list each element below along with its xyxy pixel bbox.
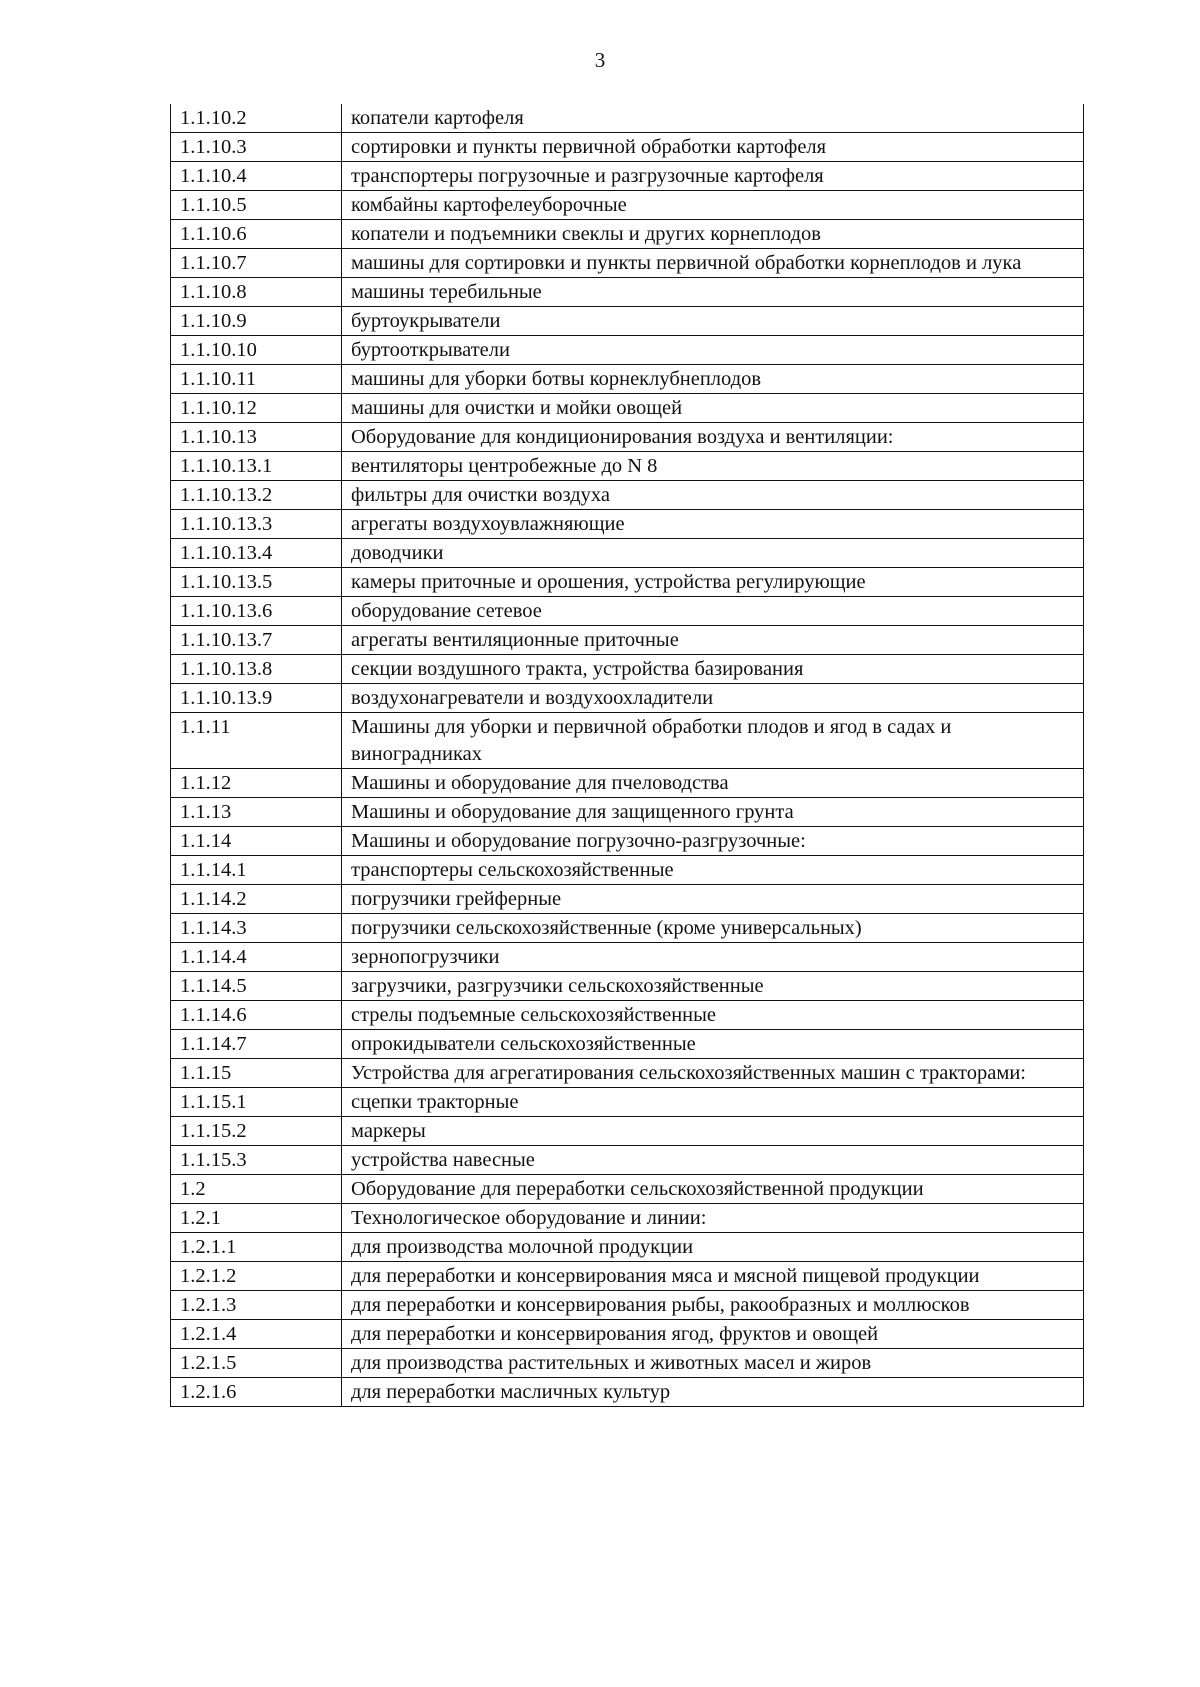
row-description: секции воздушного тракта, устройства базирования — [342, 655, 1084, 684]
page-number: 3 — [594, 48, 606, 72]
row-code: 1.1.15.3 — [171, 1146, 342, 1175]
table-row — [171, 914, 1084, 943]
table-row — [171, 769, 1084, 798]
row-description: камеры приточные и орошения, устройства регулирующие — [342, 568, 1084, 597]
table-row — [171, 365, 1084, 394]
row-description: сортировки и пункты первичной обработки картофеля — [342, 133, 1084, 162]
row-description: агрегаты воздухоувлажняющие — [342, 510, 1084, 539]
table-row — [171, 684, 1084, 713]
row-code: 1.2.1.1 — [171, 1233, 342, 1262]
row-code: 1.1.13 — [171, 798, 342, 827]
row-code: 1.1.11 — [171, 713, 342, 769]
table-row — [171, 423, 1084, 452]
row-description: транспортеры сельскохозяйственные — [342, 856, 1084, 885]
row-description: буртооткрыватели — [342, 336, 1084, 365]
row-description: Машины и оборудование для защищенного грунта — [342, 798, 1084, 827]
table-row — [171, 1030, 1084, 1059]
table-row — [171, 336, 1084, 365]
table-row — [171, 249, 1084, 278]
table-body — [171, 104, 1084, 1407]
row-code: 1.1.10.13.9 — [171, 684, 342, 713]
row-code: 1.1.10.9 — [171, 307, 342, 336]
table-row — [171, 798, 1084, 827]
table-row — [171, 568, 1084, 597]
row-description: Машины для уборки и первичной обработки плодов и ягод в садах и виноградниках — [342, 713, 1084, 769]
table-row — [171, 597, 1084, 626]
table-row — [171, 885, 1084, 914]
table-row — [171, 1349, 1084, 1378]
table-row — [171, 1378, 1084, 1407]
row-description: для производства молочной продукции — [342, 1233, 1084, 1262]
row-code: 1.2.1.4 — [171, 1320, 342, 1349]
row-description: машины для уборки ботвы корнеклубнеплодов — [342, 365, 1084, 394]
row-code: 1.1.15.1 — [171, 1088, 342, 1117]
table-row — [171, 1262, 1084, 1291]
row-code: 1.1.14.7 — [171, 1030, 342, 1059]
classification-table — [170, 104, 1084, 1407]
row-code: 1.2 — [171, 1175, 342, 1204]
table-row — [171, 1088, 1084, 1117]
row-description: комбайны картофелеуборочные — [342, 191, 1084, 220]
row-description: оборудование сетевое — [342, 597, 1084, 626]
row-code: 1.1.10.5 — [171, 191, 342, 220]
row-description: маркеры — [342, 1117, 1084, 1146]
row-code: 1.1.10.11 — [171, 365, 342, 394]
table-row — [171, 539, 1084, 568]
row-description: Оборудование для кондиционирования воздуха и вентиляции: — [342, 423, 1084, 452]
row-description: Устройства для агрегатирования сельскохозяйственных машин с тракторами: — [342, 1059, 1084, 1088]
row-description: для переработки и консервирования мяса и мясной пищевой продукции — [342, 1262, 1084, 1291]
row-description: машины для очистки и мойки овощей — [342, 394, 1084, 423]
table-row — [171, 162, 1084, 191]
table-row — [171, 972, 1084, 1001]
row-code: 1.1.10.10 — [171, 336, 342, 365]
row-description: машины теребильные — [342, 278, 1084, 307]
row-description: опрокидыватели сельскохозяйственные — [342, 1030, 1084, 1059]
row-description: стрелы подъемные сельскохозяйственные — [342, 1001, 1084, 1030]
table-row — [171, 1146, 1084, 1175]
row-code: 1.1.10.13 — [171, 423, 342, 452]
row-description: загрузчики, разгрузчики сельскохозяйственные — [342, 972, 1084, 1001]
row-description: погрузчики сельскохозяйственные (кроме универсальных) — [342, 914, 1084, 943]
row-code: 1.1.14.3 — [171, 914, 342, 943]
table-row — [171, 1175, 1084, 1204]
row-code: 1.1.10.12 — [171, 394, 342, 423]
row-code: 1.1.10.13.5 — [171, 568, 342, 597]
row-description: агрегаты вентиляционные приточные — [342, 626, 1084, 655]
row-description: машины для сортировки и пункты первичной обработки корнеплодов и лука — [342, 249, 1084, 278]
table-row — [171, 713, 1084, 769]
table-row — [171, 1117, 1084, 1146]
row-description: Технологическое оборудование и линии: — [342, 1204, 1084, 1233]
row-code: 1.1.14.6 — [171, 1001, 342, 1030]
row-code: 1.2.1 — [171, 1204, 342, 1233]
table-row — [171, 1204, 1084, 1233]
row-code: 1.1.10.13.2 — [171, 481, 342, 510]
row-description: транспортеры погрузочные и разгрузочные картофеля — [342, 162, 1084, 191]
row-code: 1.1.10.4 — [171, 162, 342, 191]
table-row — [171, 1320, 1084, 1349]
table-row — [171, 191, 1084, 220]
row-code: 1.1.14 — [171, 827, 342, 856]
row-code: 1.1.10.6 — [171, 220, 342, 249]
row-code: 1.1.10.13.8 — [171, 655, 342, 684]
row-code: 1.1.15 — [171, 1059, 342, 1088]
row-code: 1.1.10.7 — [171, 249, 342, 278]
row-description: погрузчики грейферные — [342, 885, 1084, 914]
row-code: 1.1.10.13.4 — [171, 539, 342, 568]
row-description: Машины и оборудование для пчеловодства — [342, 769, 1084, 798]
table-row — [171, 1059, 1084, 1088]
row-code: 1.1.15.2 — [171, 1117, 342, 1146]
table-row — [171, 626, 1084, 655]
row-code: 1.1.10.8 — [171, 278, 342, 307]
table-row — [171, 452, 1084, 481]
table-row — [171, 827, 1084, 856]
row-code: 1.1.10.13.7 — [171, 626, 342, 655]
row-code: 1.1.14.4 — [171, 943, 342, 972]
row-description: для производства растительных и животных масел и жиров — [342, 1349, 1084, 1378]
row-code: 1.2.1.5 — [171, 1349, 342, 1378]
row-description: для переработки и консервирования ягод, фруктов и овощей — [342, 1320, 1084, 1349]
table-row — [171, 220, 1084, 249]
row-code: 1.1.10.2 — [171, 104, 342, 133]
row-code: 1.1.14.5 — [171, 972, 342, 1001]
row-code: 1.2.1.6 — [171, 1378, 342, 1407]
table-row — [171, 481, 1084, 510]
row-code: 1.1.14.1 — [171, 856, 342, 885]
row-description: сцепки тракторные — [342, 1088, 1084, 1117]
table-row — [171, 943, 1084, 972]
row-code: 1.1.14.2 — [171, 885, 342, 914]
table-row — [171, 655, 1084, 684]
row-description: воздухонагреватели и воздухоохладители — [342, 684, 1084, 713]
row-code: 1.2.1.3 — [171, 1291, 342, 1320]
row-description: зернопогрузчики — [342, 943, 1084, 972]
table-row — [171, 1291, 1084, 1320]
table-row — [171, 394, 1084, 423]
table-row — [171, 133, 1084, 162]
row-description: доводчики — [342, 539, 1084, 568]
row-description: фильтры для очистки воздуха — [342, 481, 1084, 510]
row-code: 1.1.10.13.6 — [171, 597, 342, 626]
row-description: для переработки масличных культур — [342, 1378, 1084, 1407]
row-code: 1.1.10.3 — [171, 133, 342, 162]
table-row — [171, 307, 1084, 336]
row-description: вентиляторы центробежные до N 8 — [342, 452, 1084, 481]
row-description: Машины и оборудование погрузочно-разгрузочные: — [342, 827, 1084, 856]
row-description: копатели картофеля — [342, 104, 1084, 133]
table-row — [171, 104, 1084, 133]
table-row — [171, 1233, 1084, 1262]
row-code: 1.2.1.2 — [171, 1262, 342, 1291]
table-row — [171, 510, 1084, 539]
row-description: копатели и подъемники свеклы и других корнеплодов — [342, 220, 1084, 249]
row-code: 1.1.12 — [171, 769, 342, 798]
row-description: устройства навесные — [342, 1146, 1084, 1175]
table-row — [171, 856, 1084, 885]
row-code: 1.1.10.13.1 — [171, 452, 342, 481]
row-code: 1.1.10.13.3 — [171, 510, 342, 539]
table-row — [171, 1001, 1084, 1030]
row-description: Оборудование для переработки сельскохозяйственной продукции — [342, 1175, 1084, 1204]
row-description: буртоукрыватели — [342, 307, 1084, 336]
row-description: для переработки и консервирования рыбы, ракообразных и моллюсков — [342, 1291, 1084, 1320]
table-row — [171, 278, 1084, 307]
